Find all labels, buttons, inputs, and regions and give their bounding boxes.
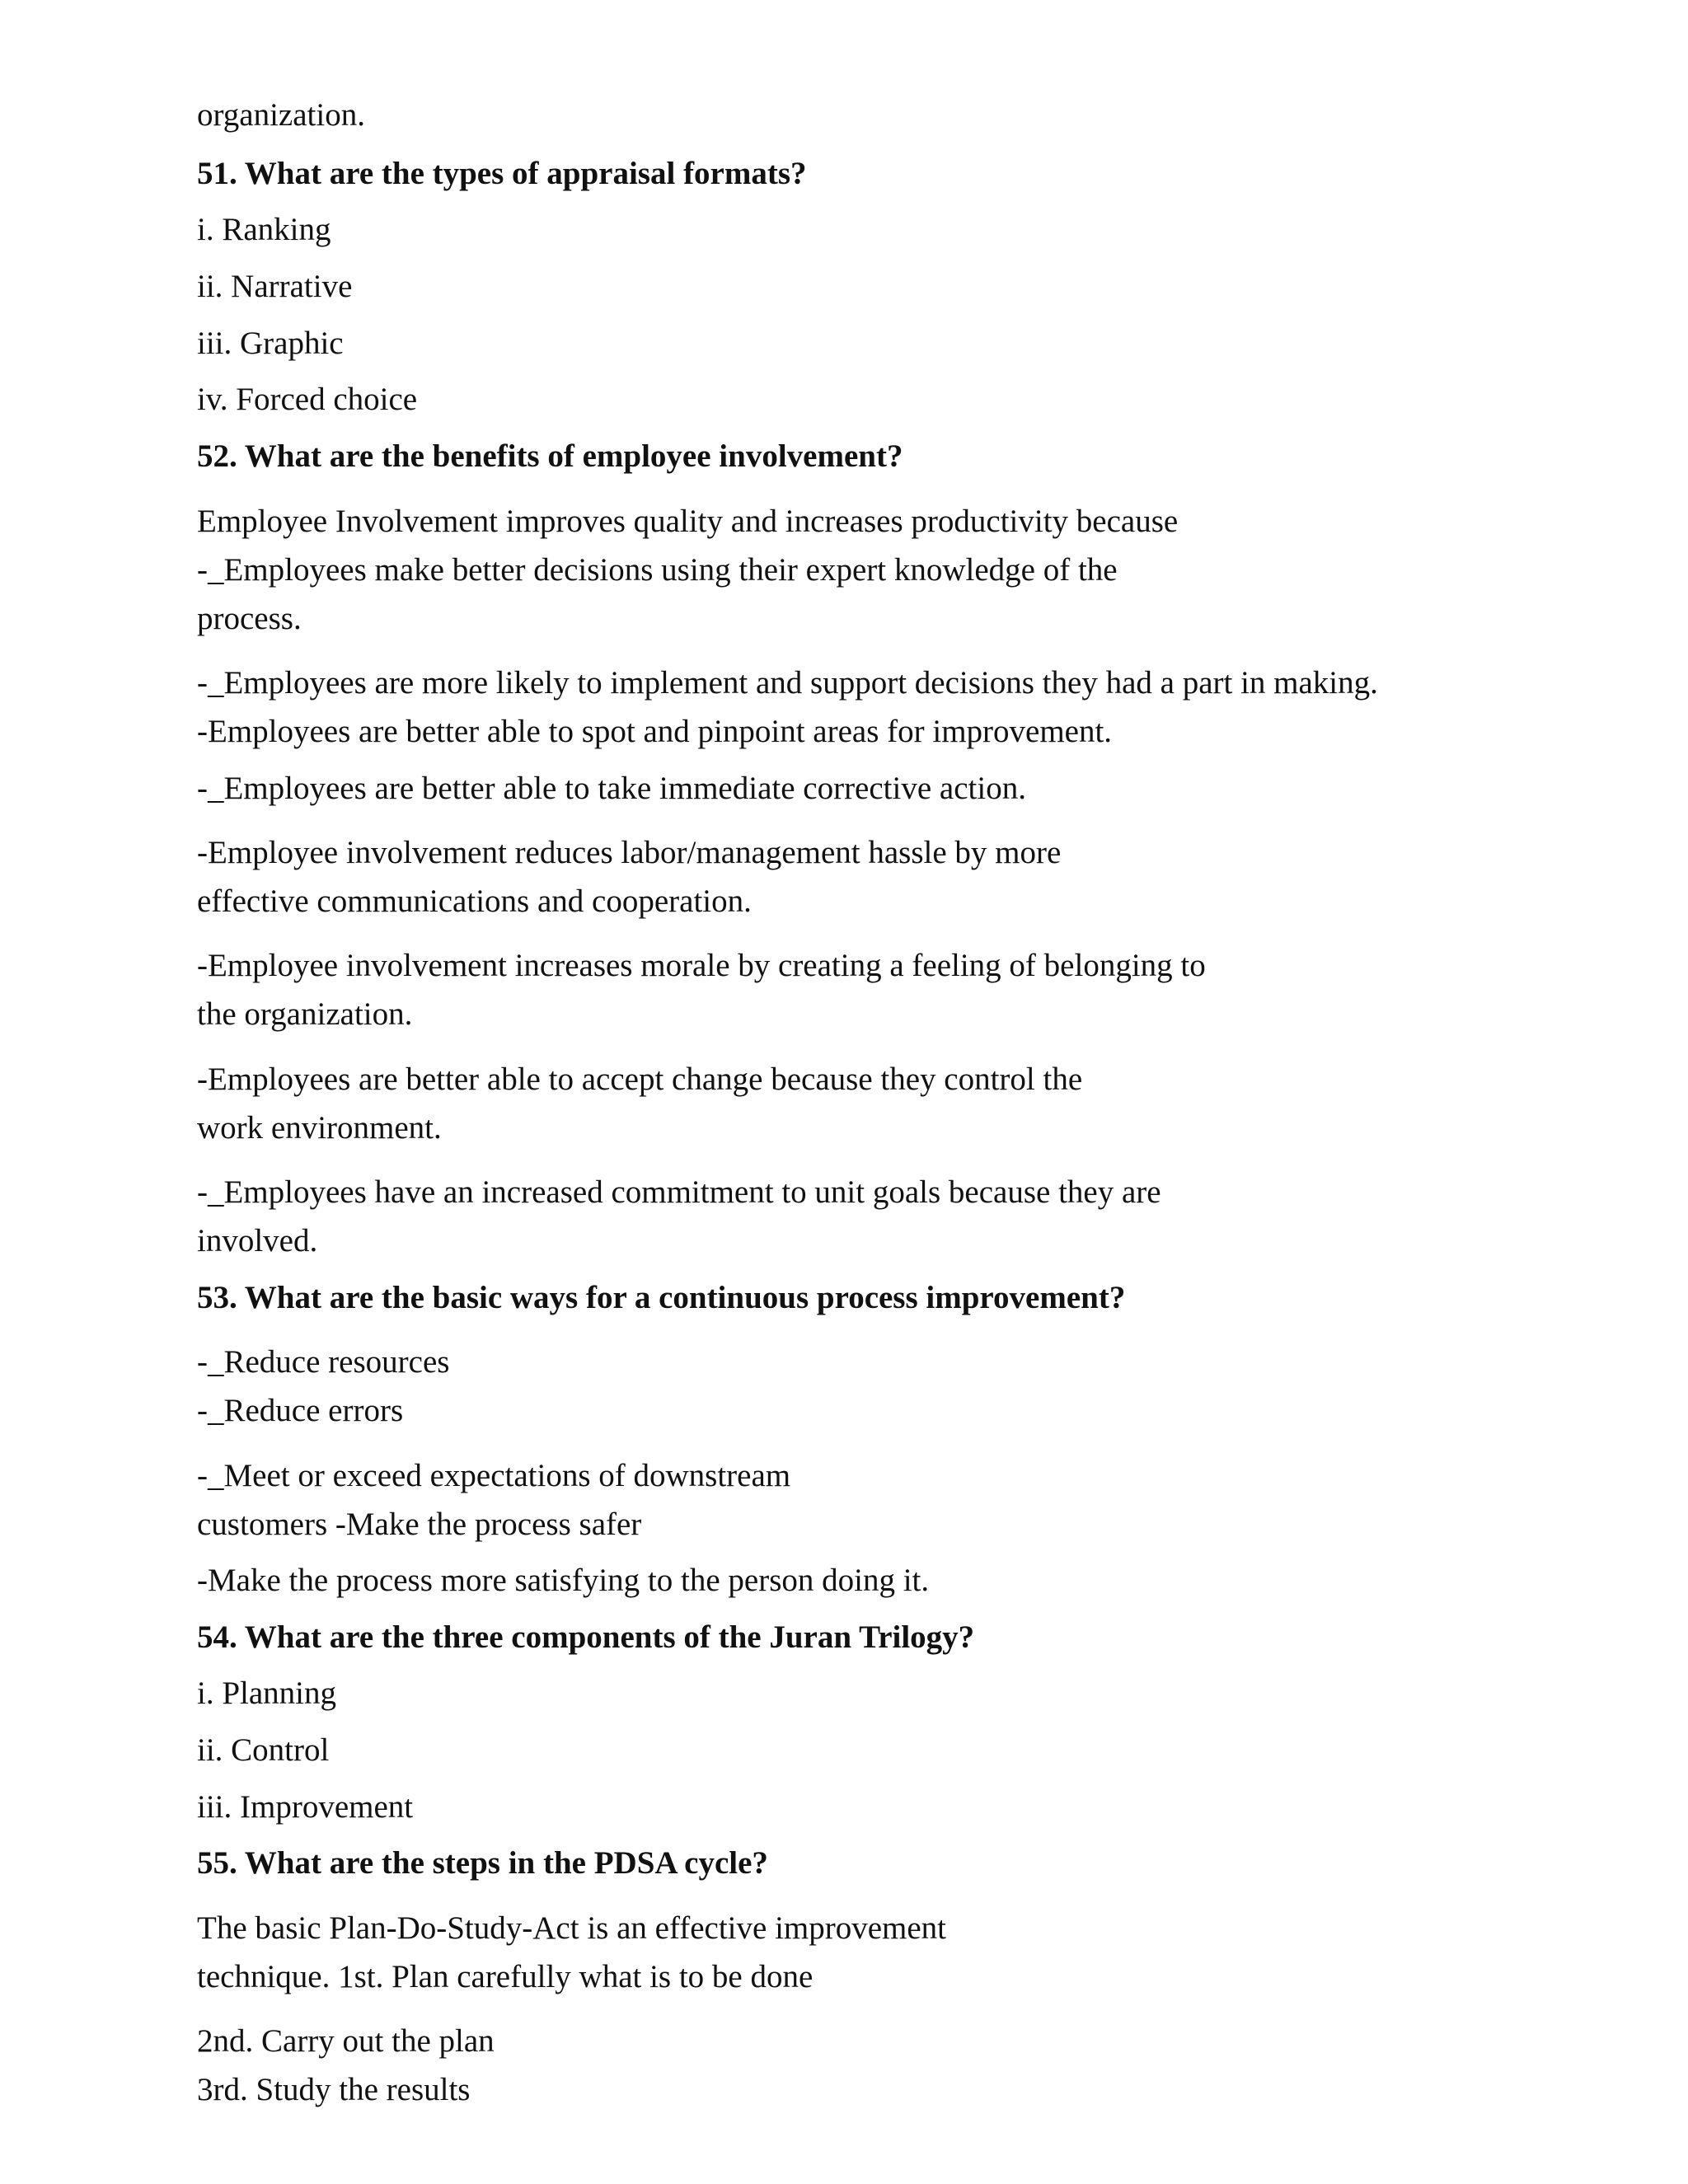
list-item: iv. Forced choice	[197, 382, 418, 417]
text-line: The basic Plan-Do-Study-Act is an effective improvement	[197, 1910, 947, 1946]
list-item: ii. Narrative	[197, 269, 353, 304]
list-item: -Make the process more satisfying to the person doing it.	[197, 1563, 930, 1598]
text-line: work environment.	[197, 1110, 442, 1146]
question-heading-55: 55. What are the steps in the PDSA cycle?	[197, 1845, 768, 1881]
text-line: -Employees are better able to spot and pinpoint areas for improvement.	[197, 714, 1113, 749]
list-item: -_Reduce resources	[197, 1344, 450, 1380]
question-heading-53: 53. What are the basic ways for a continuous process improvement?	[197, 1280, 1126, 1315]
question-heading-54: 54. What are the three components of the Juran Trilogy?	[197, 1619, 975, 1655]
text-line: -Employee involvement reduces labor/management hassle by more	[197, 835, 1062, 870]
text-line: technique. 1st. Plan carefully what is to be done	[197, 1959, 814, 1994]
list-item: -_Meet or exceed expectations of downstream	[197, 1458, 791, 1493]
text-line: Employee Involvement improves quality and increases productivity because	[197, 504, 1179, 539]
list-item: -_Reduce errors	[197, 1393, 404, 1428]
text-line: process.	[197, 601, 302, 636]
list-item: i. Ranking	[197, 212, 331, 247]
text-line: -_Employees are more likely to implement and support decisions they had a part in making.	[197, 665, 1378, 701]
list-item: i. Planning	[197, 1675, 337, 1711]
text-line: -Employees are better able to accept change because they control the	[197, 1062, 1083, 1097]
text-line: -Employee involvement increases morale by creating a feeling of belonging to	[197, 948, 1206, 983]
question-heading-52: 52. What are the benefits of employee involvement?	[197, 438, 903, 474]
text-line: the organization.	[197, 996, 413, 1032]
text-line: -_Employees are better able to take immediate corrective action.	[197, 771, 1026, 806]
text-line: effective communications and cooperation.	[197, 883, 752, 919]
question-heading-51: 51. What are the types of appraisal formats?	[197, 156, 807, 191]
list-item: 2nd. Carry out the plan	[197, 2023, 495, 2059]
list-item: iii. Improvement	[197, 1789, 414, 1825]
list-item: ii. Control	[197, 1732, 330, 1768]
list-item: customers -Make the process safer	[197, 1507, 642, 1542]
text-line: involved.	[197, 1223, 318, 1258]
list-item: iii. Graphic	[197, 326, 344, 361]
text-line: -_Employees have an increased commitment to unit goals because they are	[197, 1174, 1161, 1210]
text-line: organization.	[197, 97, 365, 133]
list-item: 3rd. Study the results	[197, 2072, 471, 2107]
text-line: -_Employees make better decisions using their expert knowledge of the	[197, 552, 1118, 588]
